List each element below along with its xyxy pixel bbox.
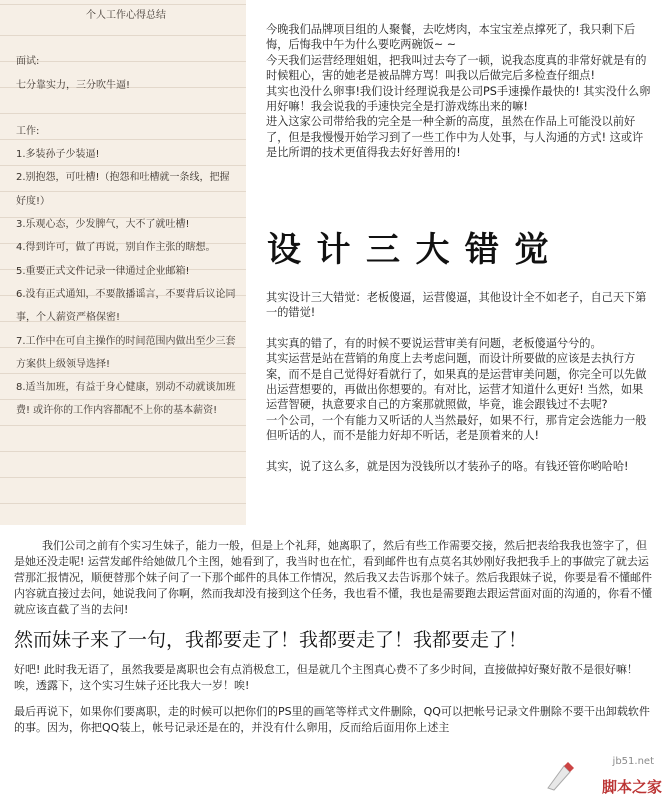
right-para-4: 进入这家公司带给我的完全是一种全新的高度，虽然在作品上可能没以前好了，但是我慢慢开始学习到了一些工作中为人处事，与人沟通的方式! 这或许是比所谓的技术更值得我去好好善用的!: [266, 115, 644, 160]
right-bottom-text: [266, 290, 654, 474]
right-para-1: 今晚我们品牌项目组的人聚餐，去吃烤肉，本宝宝差点撑死了，我只剩下后悔，后悔我中午为什么要吃两碗饭~ ~: [266, 23, 636, 52]
watermark: [544, 756, 662, 796]
work-item-6: 6.没有正式通知，不要散播谣言，不要背后议论同事，个人薪资严格保密!: [16, 288, 236, 324]
notes-card: [0, 0, 246, 525]
right-para-3: 其实也没什么卵事!我们设计经理说我是公司PS手速操作最快的! 其实没什么卵用好嘛！我会说我的手速快完全是打游戏练出来的嘛!: [266, 84, 651, 114]
notes-gap: [16, 27, 236, 50]
illusion-intro: 其实设计三大错觉：老板傻逼，运营傻逼，其他设计全不如老子，自己天下第一的错觉!: [266, 291, 647, 320]
interview-label: 面试:: [16, 56, 40, 68]
work-item-1: 1.多装孙子少装逼!: [16, 149, 100, 161]
right-top-text: [266, 22, 654, 161]
story-para-1: 我们公司之前有个实习生妹子，能力一般，但是上个礼拜，她离职了，然后有些工作需要交接，然后把表给我我也签字了，但是她还没走呢! 运营发邮件给她做几个主图，她看到了，我当时也在忙，看到邮件也有点莫名其妙刚好我把我手上的事做完了就去运营那汇报情况，顺便替那个妹子问了一下那个邮件的具体工作情况，然后我又去告诉那个妹子。然后我跟妹子说，你要是看不懂邮件内容就直接过去问，她说我问了你啊，然而我却没有接到这个任务，我也看不懂，我也是需要跑去跟运营面对面的沟通的，你看不懂就应该直截了当的去问!: [14, 539, 652, 616]
bottom-story: [14, 538, 654, 736]
illusion-para-1: 其实真的错了，有的时候不要说运营审美有问题，老板傻逼兮兮的。: [266, 336, 602, 350]
illusion-para-2: 其实运营是站在营销的角度上去考虑问题，而设计所要做的应该是去执行方案，而不是自己觉得好看就行了，如果真的是运营审美问题，你完全可以先做出运营想要的，再做出你想要的。有对比，运营才知道什么更好! 当然，如果运营智硬，执意要求自己的方案那就照做，毕竟，谁会跟钱过不去呢?: [266, 352, 647, 412]
work-item-3: 3.乐观心态，少发脾气，大不了就吐槽!: [16, 219, 190, 231]
notes-gap: [16, 97, 236, 120]
illusion-para-3: 一个公司，一个有能力又听话的人当然最好，如果不行，那肯定会选能力一般但听话的人，而不是能力好却不听话，老是顶着来的人!: [266, 413, 647, 443]
illusion-para-4: 其实，说了这么多，就是因为没钱所以才装孙子的咯。有钱还管你哟哈哈!: [266, 459, 629, 473]
work-item-4: 4.得到许可，做了再说，别自作主张的瞎想。: [16, 242, 216, 254]
pen-logo-icon: [544, 760, 576, 792]
spacer: [266, 321, 654, 336]
big-title: 设计三大错觉: [267, 230, 564, 270]
work-label: 工作:: [16, 125, 40, 137]
right-para-2: 今天我们运营经理姐姐，把我叫过去夸了一顿，说我态度真的非常好就是有的时候粗心，害的她老是被品牌方骂！叫我以后做完后多检查仔细点!: [266, 53, 647, 83]
work-item-5: 5.重要正式文件记录一律通过企业邮箱!: [16, 265, 190, 277]
work-item-7: 7.工作中在可自主操作的时间范围内做出至少三套方案供上级领导选择!: [16, 335, 236, 370]
watermark-site: jb51.net: [612, 756, 654, 767]
notes-title: 个人工作心得总结: [86, 10, 166, 21]
work-item-2: 2.别抱怨，可吐槽!（抱怨和吐槽就一条线，把握好度!）: [16, 172, 230, 207]
watermark-name: 脚本之家: [601, 777, 662, 796]
spacer: [14, 694, 654, 704]
work-item-8: 8.适当加班，有益于身心健康，别动不动就谈加班费! 或许你的工作内容都配不上你的基本薪资!: [16, 382, 236, 417]
interview-text: 七分靠实力，三分吹牛逼!: [16, 79, 131, 91]
story-para-2: 好吧! 此时我无语了，虽然我要是离职也会有点消极怠工，但是就几个主图真心费不了多少时间，直接做掉好聚好散不是很好嘛！唉，透露下，这个实习生妹子还比我大一岁！唉!: [14, 663, 638, 692]
story-headline: 然而妹子来了一句，我都要走了！我都要走了！我都要走了！: [14, 629, 528, 651]
spacer: [266, 444, 654, 459]
story-para-3: 最后再说下，如果你们要离职，走的时候可以把你们的PS里的画笔等样式文件删除，QQ可以把帐号记录文件删除不要干出卸载软件的事。因为，你把QQ装上，帐号记录还是在的，并没有什么卵用，反而给后面用你上述主: [14, 705, 650, 734]
